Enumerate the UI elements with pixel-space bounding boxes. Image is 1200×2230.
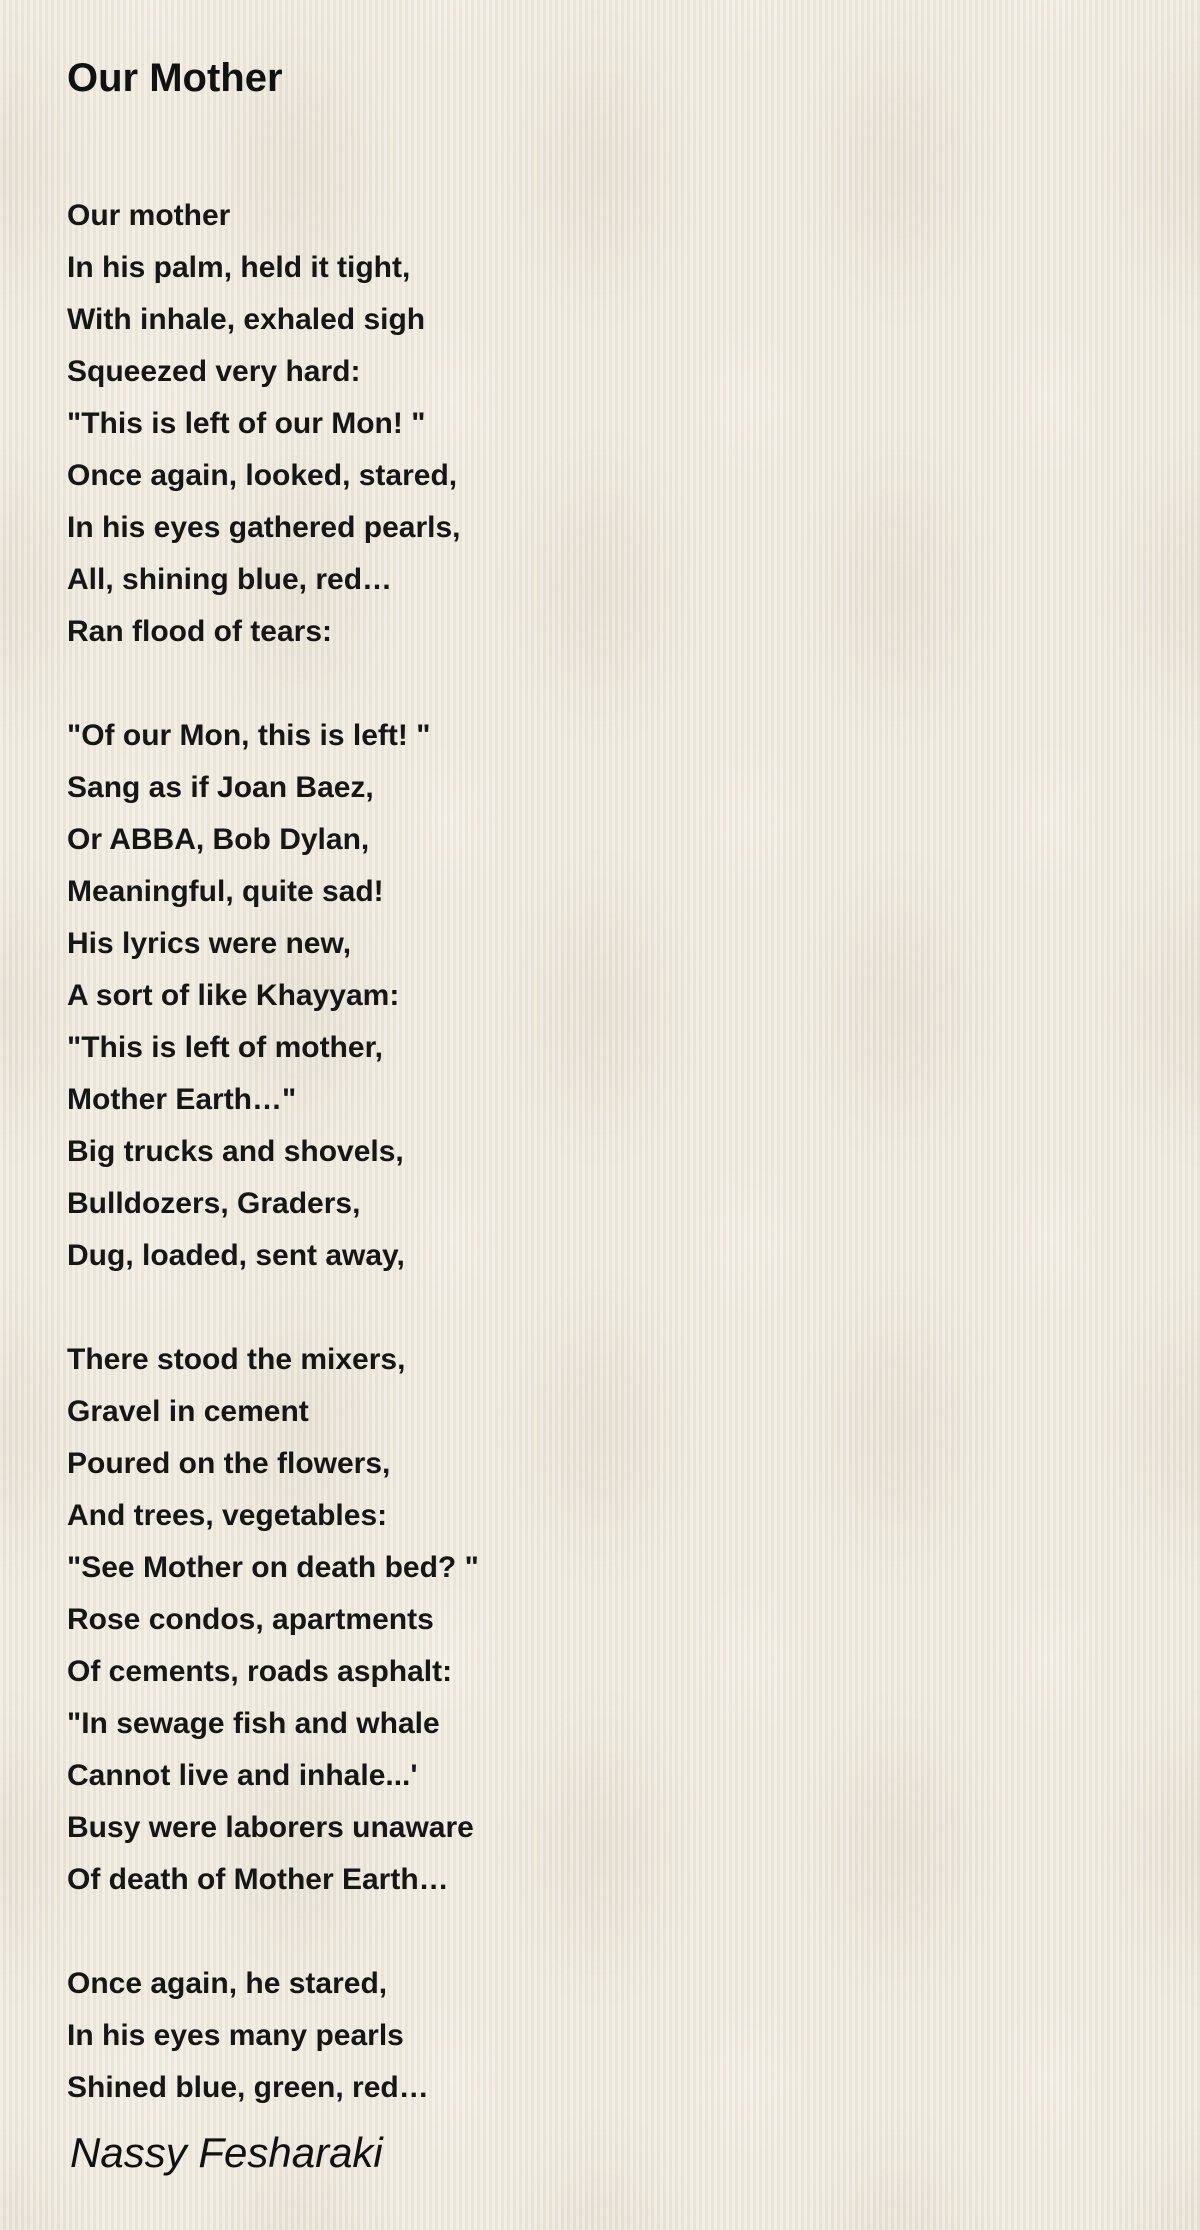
stanza-1	[67, 190, 967, 658]
poem-line: All, shining blue, red…	[67, 563, 393, 596]
poem-line: Big trucks and shovels,	[67, 1135, 404, 1168]
poem-body	[67, 190, 967, 2114]
poem-line: Dug, loaded, sent away,	[67, 1239, 405, 1272]
poem-line: "This is left of mother,	[67, 1031, 383, 1064]
poem-line: Once again, he stared,	[67, 1967, 388, 2000]
poem-line: Our mother	[67, 199, 231, 232]
poem-author: Nassy Fesharaki	[70, 2129, 383, 2176]
poem-line: Cannot live and inhale...'	[67, 1759, 418, 1792]
poem-line: Shined blue, green, red…	[67, 2071, 429, 2104]
poem-title: Our Mother	[67, 56, 283, 100]
poem-line: Busy were laborers unaware	[67, 1811, 474, 1844]
poem-line: Sang as if Joan Baez,	[67, 771, 374, 804]
poem-line: Or ABBA, Bob Dylan,	[67, 823, 370, 856]
poem-line: Poured on the flowers,	[67, 1447, 391, 1480]
poem-line: Mother Earth…"	[67, 1083, 297, 1116]
poem-line: Ran flood of tears:	[67, 615, 333, 648]
poem-line: And trees, vegetables:	[67, 1499, 388, 1532]
poem-line: Gravel in cement	[67, 1395, 309, 1428]
stanza-3	[67, 1334, 967, 1906]
poem-line: Meaningful, quite sad!	[67, 875, 384, 908]
poem-line: Rose condos, apartments	[67, 1603, 434, 1636]
poem-line: Once again, looked, stared,	[67, 459, 458, 492]
stanza-2	[67, 710, 967, 1282]
poem-line: "Of our Mon, this is left! "	[67, 719, 431, 752]
poem-line: With inhale, exhaled sigh	[67, 303, 426, 336]
poem-line: Squeezed very hard:	[67, 355, 361, 388]
poem-line: In his eyes gathered pearls,	[67, 511, 461, 544]
poem-line: Bulldozers, Graders,	[67, 1187, 361, 1220]
poem-line: "See Mother on death bed? "	[67, 1551, 479, 1584]
poem-line: There stood the mixers,	[67, 1343, 406, 1376]
poem-line: A sort of like Khayyam:	[67, 979, 400, 1012]
poem-line: In his eyes many pearls	[67, 2019, 404, 2052]
poem-line: "This is left of our Mon! "	[67, 407, 426, 440]
poem-line: "In sewage fish and whale	[67, 1707, 440, 1740]
stanza-4	[67, 1958, 967, 2114]
poem-card	[67, 48, 967, 2114]
poem-line: His lyrics were new,	[67, 927, 352, 960]
poem-line: Of death of Mother Earth…	[67, 1863, 449, 1896]
poem-line: Of cements, roads asphalt:	[67, 1655, 453, 1688]
poem-line: In his palm, held it tight,	[67, 251, 411, 284]
